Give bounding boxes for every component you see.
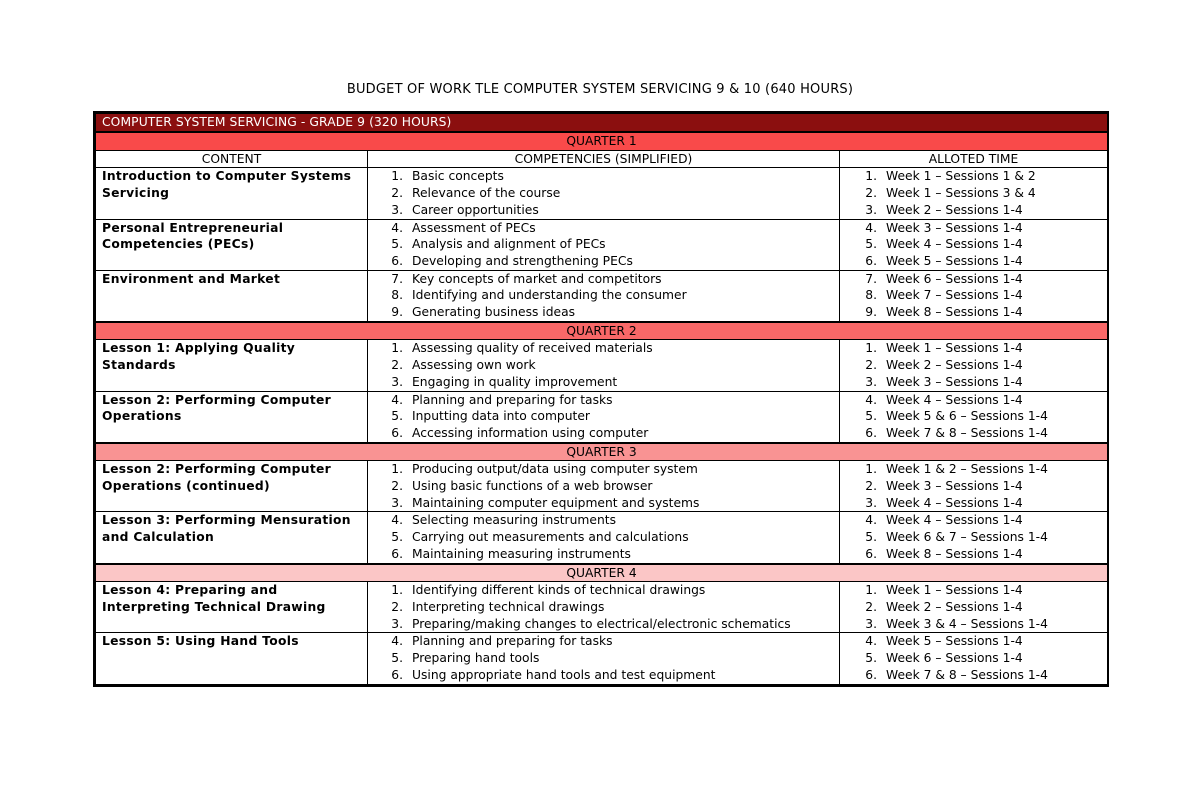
item-number: 2.: [391, 479, 403, 494]
item-text: Week 6 – Sessions 1-4: [886, 271, 1023, 286]
item-text: Week 1 – Sessions 1-4: [886, 341, 1023, 356]
alloted-time-item: [840, 236, 1107, 253]
competency-item: [368, 202, 839, 219]
alloted-time-cell: [840, 168, 1108, 219]
content-column-header: CONTENT: [96, 150, 368, 168]
alloted-time-cell: [840, 512, 1108, 564]
competencies-cell: [368, 168, 840, 219]
competency-item: [368, 616, 839, 633]
item-text: Week 1 – Sessions 1 & 2: [886, 169, 1036, 184]
item-text: Interpreting technical drawings: [412, 599, 605, 614]
item-text: Assessing own work: [412, 358, 536, 373]
item-text: Week 5 & 6 – Sessions 1-4: [886, 409, 1048, 424]
item-number: 4.: [391, 513, 403, 528]
item-text: Week 4 – Sessions 1-4: [886, 513, 1023, 528]
alloted-time-item: [840, 374, 1107, 391]
content-cell: Lesson 2: Performing Computer Operations: [96, 391, 368, 443]
item-text: Carrying out measurements and calculations: [412, 530, 689, 545]
competency-item: [368, 392, 839, 409]
competencies-column-header: COMPETENCIES (SIMPLIFIED): [368, 150, 840, 168]
item-number: 2.: [865, 599, 877, 614]
content-cell: Lesson 3: Performing Mensuration and Calculation: [96, 512, 368, 564]
alloted-time-column-header: ALLOTED TIME: [840, 150, 1108, 168]
item-number: 1.: [865, 341, 877, 356]
item-number: 5.: [391, 651, 403, 666]
item-text: Using basic functions of a web browser: [412, 479, 653, 494]
competency-item: [368, 287, 839, 304]
competency-item: [368, 304, 839, 321]
competency-item: [368, 478, 839, 495]
alloted-time-cell: [840, 582, 1108, 633]
alloted-time-item: [840, 633, 1107, 650]
item-text: Week 3 – Sessions 1-4: [886, 220, 1023, 235]
item-number: 1.: [391, 583, 403, 598]
alloted-time-item: [840, 425, 1107, 442]
item-number: 6.: [391, 546, 403, 561]
document-title: BUDGET OF WORK TLE COMPUTER SYSTEM SERVICING 9 & 10 (640 HOURS): [346, 82, 854, 97]
content-cell: Lesson 4: Preparing and Interpreting Technical Drawing: [96, 582, 368, 633]
item-number: 1.: [865, 462, 877, 477]
competencies-cell: [368, 512, 840, 564]
competencies-cell: [368, 391, 840, 443]
alloted-time-item: [840, 667, 1107, 684]
item-number: 1.: [865, 583, 877, 598]
item-text: Identifying and understanding the consumer: [412, 288, 687, 303]
alloted-time-item: [840, 271, 1107, 288]
competency-item: [368, 357, 839, 374]
table-row: [96, 168, 1108, 219]
competency-item: [368, 546, 839, 563]
item-number: 3.: [391, 374, 403, 389]
competency-item: [368, 220, 839, 237]
table-row: [96, 391, 1108, 443]
item-text: Week 7 – Sessions 1-4: [886, 288, 1023, 303]
competency-item: [368, 582, 839, 599]
item-number: 3.: [865, 495, 877, 510]
quarter-header: QUARTER 4: [96, 564, 1108, 582]
item-number: 1.: [391, 169, 403, 184]
competency-item: [368, 168, 839, 185]
item-number: 3.: [391, 202, 403, 217]
table-row: [96, 582, 1108, 633]
competencies-cell: [368, 270, 840, 322]
item-text: Week 3 – Sessions 1-4: [886, 479, 1023, 494]
budget-table: [93, 111, 1109, 687]
item-number: 2.: [865, 479, 877, 494]
item-text: Producing output/data using computer system: [412, 462, 698, 477]
competency-item: [368, 253, 839, 270]
alloted-time-cell: [840, 461, 1108, 512]
item-text: Using appropriate hand tools and test equipment: [412, 667, 716, 682]
alloted-time-item: [840, 478, 1107, 495]
alloted-time-item: [840, 582, 1107, 599]
item-number: 6.: [865, 425, 877, 440]
competencies-cell: [368, 340, 840, 391]
alloted-time-item: [840, 408, 1107, 425]
item-number: 4.: [391, 220, 403, 235]
alloted-time-cell: [840, 219, 1108, 270]
content-cell: Lesson 5: Using Hand Tools: [96, 633, 368, 684]
table-row: [96, 512, 1108, 564]
table-row: [96, 270, 1108, 322]
item-number: 3.: [865, 202, 877, 217]
item-number: 1.: [865, 169, 877, 184]
alloted-time-item: [840, 220, 1107, 237]
alloted-time-item: [840, 304, 1107, 321]
alloted-time-cell: [840, 340, 1108, 391]
item-text: Week 8 – Sessions 1-4: [886, 305, 1023, 320]
alloted-time-item: [840, 357, 1107, 374]
item-number: 5.: [391, 530, 403, 545]
competency-item: [368, 236, 839, 253]
alloted-time-item: [840, 650, 1107, 667]
quarter-header: QUARTER 2: [96, 322, 1108, 340]
item-number: 9.: [391, 305, 403, 320]
alloted-time-item: [840, 287, 1107, 304]
item-number: 5.: [865, 237, 877, 252]
item-number: 1.: [391, 462, 403, 477]
item-number: 4.: [391, 634, 403, 649]
item-text: Week 4 – Sessions 1-4: [886, 392, 1023, 407]
item-text: Planning and preparing for tasks: [412, 634, 613, 649]
item-number: 6.: [865, 546, 877, 561]
content-cell: Lesson 2: Performing Computer Operations (continued): [96, 461, 368, 512]
item-text: Week 6 – Sessions 1-4: [886, 651, 1023, 666]
item-number: 5.: [391, 237, 403, 252]
item-text: Basic concepts: [412, 169, 504, 184]
competency-item: [368, 650, 839, 667]
item-text: Selecting measuring instruments: [412, 513, 616, 528]
alloted-time-item: [840, 512, 1107, 529]
item-text: Preparing hand tools: [412, 651, 540, 666]
item-number: 3.: [865, 616, 877, 631]
item-text: Planning and preparing for tasks: [412, 392, 613, 407]
alloted-time-item: [840, 253, 1107, 270]
item-text: Generating business ideas: [412, 305, 576, 320]
item-number: 7.: [865, 271, 877, 286]
item-number: 4.: [865, 392, 877, 407]
item-number: 2.: [865, 358, 877, 373]
table-row: [96, 219, 1108, 270]
alloted-time-item: [840, 495, 1107, 512]
alloted-time-item: [840, 392, 1107, 409]
item-number: 6.: [865, 253, 877, 268]
item-text: Week 7 & 8 – Sessions 1-4: [886, 667, 1048, 682]
alloted-time-item: [840, 599, 1107, 616]
item-number: 5.: [865, 651, 877, 666]
competency-item: [368, 425, 839, 442]
item-text: Week 1 & 2 – Sessions 1-4: [886, 462, 1048, 477]
item-text: Week 8 – Sessions 1-4: [886, 546, 1023, 561]
item-text: Week 1 – Sessions 3 & 4: [886, 186, 1036, 201]
alloted-time-item: [840, 202, 1107, 219]
item-number: 7.: [391, 271, 403, 286]
alloted-time-item: [840, 185, 1107, 202]
table-row: [96, 633, 1108, 684]
item-number: 2.: [865, 186, 877, 201]
item-number: 5.: [865, 530, 877, 545]
item-text: Identifying different kinds of technical drawings: [412, 583, 706, 598]
item-number: 5.: [391, 409, 403, 424]
competencies-cell: [368, 461, 840, 512]
competency-item: [368, 408, 839, 425]
item-number: 4.: [865, 220, 877, 235]
alloted-time-item: [840, 529, 1107, 546]
competency-item: [368, 185, 839, 202]
competency-item: [368, 599, 839, 616]
item-number: 6.: [391, 253, 403, 268]
quarter-header: QUARTER 3: [96, 443, 1108, 461]
item-text: Maintaining computer equipment and systems: [412, 495, 700, 510]
item-text: Week 2 – Sessions 1-4: [886, 358, 1023, 373]
table-row: [96, 340, 1108, 391]
item-number: 4.: [865, 513, 877, 528]
item-number: 4.: [865, 634, 877, 649]
alloted-time-item: [840, 616, 1107, 633]
item-text: Inputting data into computer: [412, 409, 590, 424]
competencies-cell: [368, 633, 840, 684]
item-number: 3.: [391, 616, 403, 631]
competency-item: [368, 340, 839, 357]
item-number: 9.: [865, 305, 877, 320]
item-text: Week 7 & 8 – Sessions 1-4: [886, 425, 1048, 440]
item-text: Key concepts of market and competitors: [412, 271, 662, 286]
alloted-time-item: [840, 546, 1107, 563]
item-number: 6.: [391, 667, 403, 682]
competency-item: [368, 512, 839, 529]
item-text: Week 5 – Sessions 1-4: [886, 634, 1023, 649]
alloted-time-item: [840, 168, 1107, 185]
competency-item: [368, 461, 839, 478]
competency-item: [368, 633, 839, 650]
grade-header: COMPUTER SYSTEM SERVICING - GRADE 9 (320 HOURS): [96, 114, 1108, 133]
item-text: Week 1 – Sessions 1-4: [886, 583, 1023, 598]
item-text: Accessing information using computer: [412, 425, 649, 440]
item-number: 8.: [391, 288, 403, 303]
item-text: Assessment of PECs: [412, 220, 536, 235]
item-text: Week 2 – Sessions 1-4: [886, 599, 1023, 614]
item-text: Week 4 – Sessions 1-4: [886, 495, 1023, 510]
item-text: Analysis and alignment of PECs: [412, 237, 606, 252]
item-number: 5.: [865, 409, 877, 424]
item-text: Preparing/making changes to electrical/electronic schematics: [412, 616, 791, 631]
competency-item: [368, 529, 839, 546]
item-text: Week 4 – Sessions 1-4: [886, 237, 1023, 252]
competencies-cell: [368, 582, 840, 633]
item-text: Week 6 & 7 – Sessions 1-4: [886, 530, 1048, 545]
content-cell: Environment and Market: [96, 270, 368, 322]
item-text: Week 3 – Sessions 1-4: [886, 374, 1023, 389]
alloted-time-cell: [840, 391, 1108, 443]
competencies-cell: [368, 219, 840, 270]
competency-item: [368, 495, 839, 512]
alloted-time-cell: [840, 633, 1108, 684]
table-row: [96, 461, 1108, 512]
item-text: Relevance of the course: [412, 186, 561, 201]
item-text: Maintaining measuring instruments: [412, 546, 631, 561]
item-number: 6.: [865, 667, 877, 682]
content-cell: Personal Entrepreneurial Competencies (PECs): [96, 219, 368, 270]
competency-item: [368, 374, 839, 391]
item-number: 2.: [391, 599, 403, 614]
item-text: Assessing quality of received materials: [412, 341, 653, 356]
item-number: 4.: [391, 392, 403, 407]
item-number: 2.: [391, 186, 403, 201]
item-text: Developing and strengthening PECs: [412, 253, 633, 268]
item-text: Week 3 & 4 – Sessions 1-4: [886, 616, 1048, 631]
item-number: 1.: [391, 341, 403, 356]
item-number: 8.: [865, 288, 877, 303]
content-cell: Lesson 1: Applying Quality Standards: [96, 340, 368, 391]
item-text: Career opportunities: [412, 202, 539, 217]
alloted-time-item: [840, 461, 1107, 478]
competency-item: [368, 667, 839, 684]
item-text: Week 2 – Sessions 1-4: [886, 202, 1023, 217]
item-number: 6.: [391, 425, 403, 440]
item-number: 3.: [865, 374, 877, 389]
item-number: 3.: [391, 495, 403, 510]
item-text: Week 5 – Sessions 1-4: [886, 253, 1023, 268]
competency-item: [368, 271, 839, 288]
item-number: 2.: [391, 358, 403, 373]
alloted-time-cell: [840, 270, 1108, 322]
quarter-header: QUARTER 1: [96, 132, 1108, 150]
item-text: Engaging in quality improvement: [412, 374, 618, 389]
alloted-time-item: [840, 340, 1107, 357]
content-cell: Introduction to Computer Systems Servicing: [96, 168, 368, 219]
